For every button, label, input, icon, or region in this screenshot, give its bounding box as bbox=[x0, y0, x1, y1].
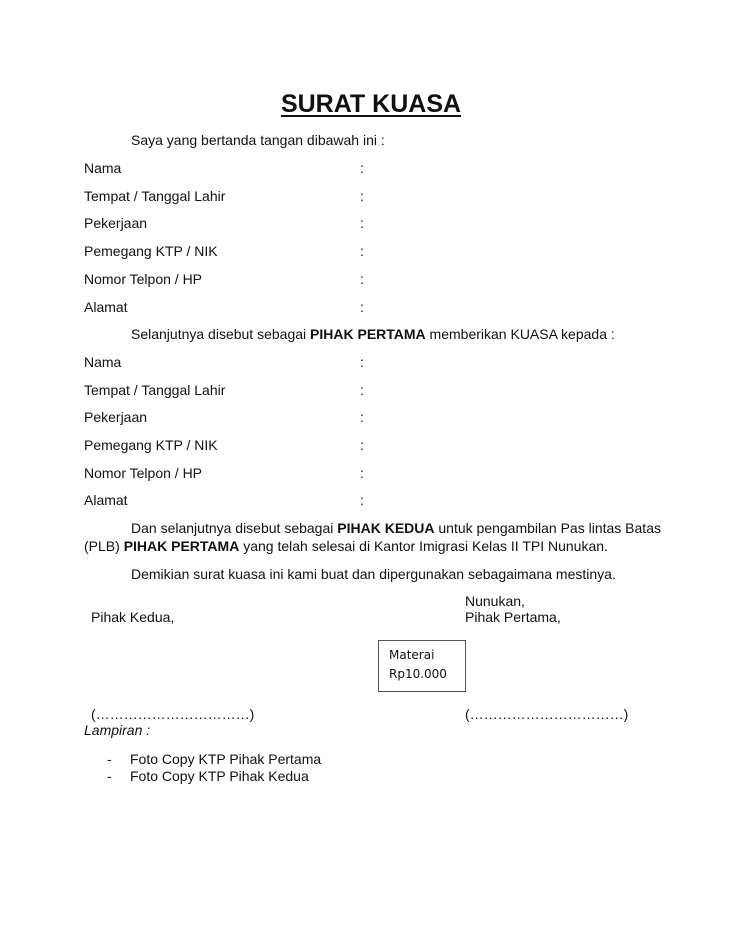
purpose-line-2 bbox=[84, 538, 608, 555]
purpose-pre: (PLB) bbox=[84, 538, 124, 554]
first-party-field-phone bbox=[84, 271, 364, 288]
field-colon: : bbox=[360, 409, 364, 425]
field-label: Tempat / Tanggal Lahir bbox=[84, 382, 226, 398]
purpose-line-1 bbox=[131, 520, 661, 537]
transition-pre: Selanjutnya disebut sebagai bbox=[131, 326, 311, 342]
purpose-pre: Dan selanjutnya disebut sebagai bbox=[131, 520, 338, 536]
field-colon: : bbox=[360, 188, 364, 204]
field-label: Pemegang KTP / NIK bbox=[84, 437, 218, 453]
stamp-line-1: Materai bbox=[389, 648, 435, 662]
field-label: Pemegang KTP / NIK bbox=[84, 243, 218, 259]
first-party-field-occupation bbox=[84, 215, 364, 232]
second-party-field-birth bbox=[84, 382, 364, 399]
second-party-field-nik bbox=[84, 437, 364, 454]
first-party-field-birth bbox=[84, 188, 364, 205]
field-colon: : bbox=[360, 271, 364, 287]
field-label: Tempat / Tanggal Lahir bbox=[84, 188, 226, 204]
first-party-field-address bbox=[84, 299, 364, 316]
transition-text bbox=[131, 326, 615, 343]
field-colon: : bbox=[360, 215, 364, 231]
bullet-dash: - bbox=[107, 768, 112, 784]
second-party-field-address bbox=[84, 492, 364, 509]
field-label: Nomor Telpon / HP bbox=[84, 271, 203, 287]
attachment-text: Foto Copy KTP Pihak Kedua bbox=[130, 768, 309, 784]
field-label: Nama bbox=[84, 354, 122, 370]
signature-left-label: Pihak Kedua, bbox=[91, 609, 175, 625]
closing-text: Demikian surat kuasa ini kami buat dan dipergunakan sebagaimana mestinya. bbox=[131, 566, 616, 582]
attachments-heading: Lampiran : bbox=[84, 722, 151, 738]
second-party-field-name bbox=[84, 354, 364, 371]
field-colon: : bbox=[360, 437, 364, 453]
field-colon: : bbox=[360, 492, 364, 508]
field-label: Pekerjaan bbox=[84, 215, 148, 231]
first-party-field-nik bbox=[84, 243, 364, 260]
field-label: Nama bbox=[84, 160, 122, 176]
field-colon: : bbox=[360, 160, 364, 176]
purpose-bold: PIHAK KEDUA bbox=[337, 520, 435, 536]
transition-bold: PIHAK PERTAMA bbox=[310, 326, 426, 342]
purpose-bold: PIHAK PERTAMA bbox=[123, 538, 240, 554]
field-label: Nomor Telpon / HP bbox=[84, 465, 203, 481]
field-colon: : bbox=[360, 243, 364, 259]
stamp-line-2: Rp10.000 bbox=[389, 667, 447, 681]
field-label: Alamat bbox=[84, 299, 128, 315]
first-party-field-name bbox=[84, 160, 364, 177]
stamp-box bbox=[378, 640, 466, 692]
signature-right-blank: (……………………………) bbox=[465, 706, 629, 722]
bullet-dash: - bbox=[107, 751, 112, 767]
field-label: Alamat bbox=[84, 492, 128, 508]
signature-place: Nunukan, bbox=[465, 593, 525, 609]
transition-post: memberikan KUASA kepada : bbox=[425, 326, 615, 342]
document-title: SURAT KUASA bbox=[280, 90, 462, 118]
intro-text: Saya yang bertanda tangan dibawah ini : bbox=[131, 132, 385, 148]
field-label: Pekerjaan bbox=[84, 409, 148, 425]
signature-left-blank: (……………………………) bbox=[91, 706, 255, 722]
second-party-field-occupation bbox=[84, 409, 364, 426]
attachment-text: Foto Copy KTP Pihak Pertama bbox=[130, 751, 322, 767]
field-colon: : bbox=[360, 465, 364, 481]
second-party-field-phone bbox=[84, 465, 364, 482]
field-colon: : bbox=[360, 382, 364, 398]
signature-right-label: Pihak Pertama, bbox=[465, 609, 561, 625]
purpose-post: untuk pengambilan Pas lintas Batas bbox=[434, 520, 661, 536]
field-colon: : bbox=[360, 299, 364, 315]
purpose-post: yang telah selesai di Kantor Imigrasi Kelas II TPI Nunukan. bbox=[239, 538, 608, 554]
field-colon: : bbox=[360, 354, 364, 370]
